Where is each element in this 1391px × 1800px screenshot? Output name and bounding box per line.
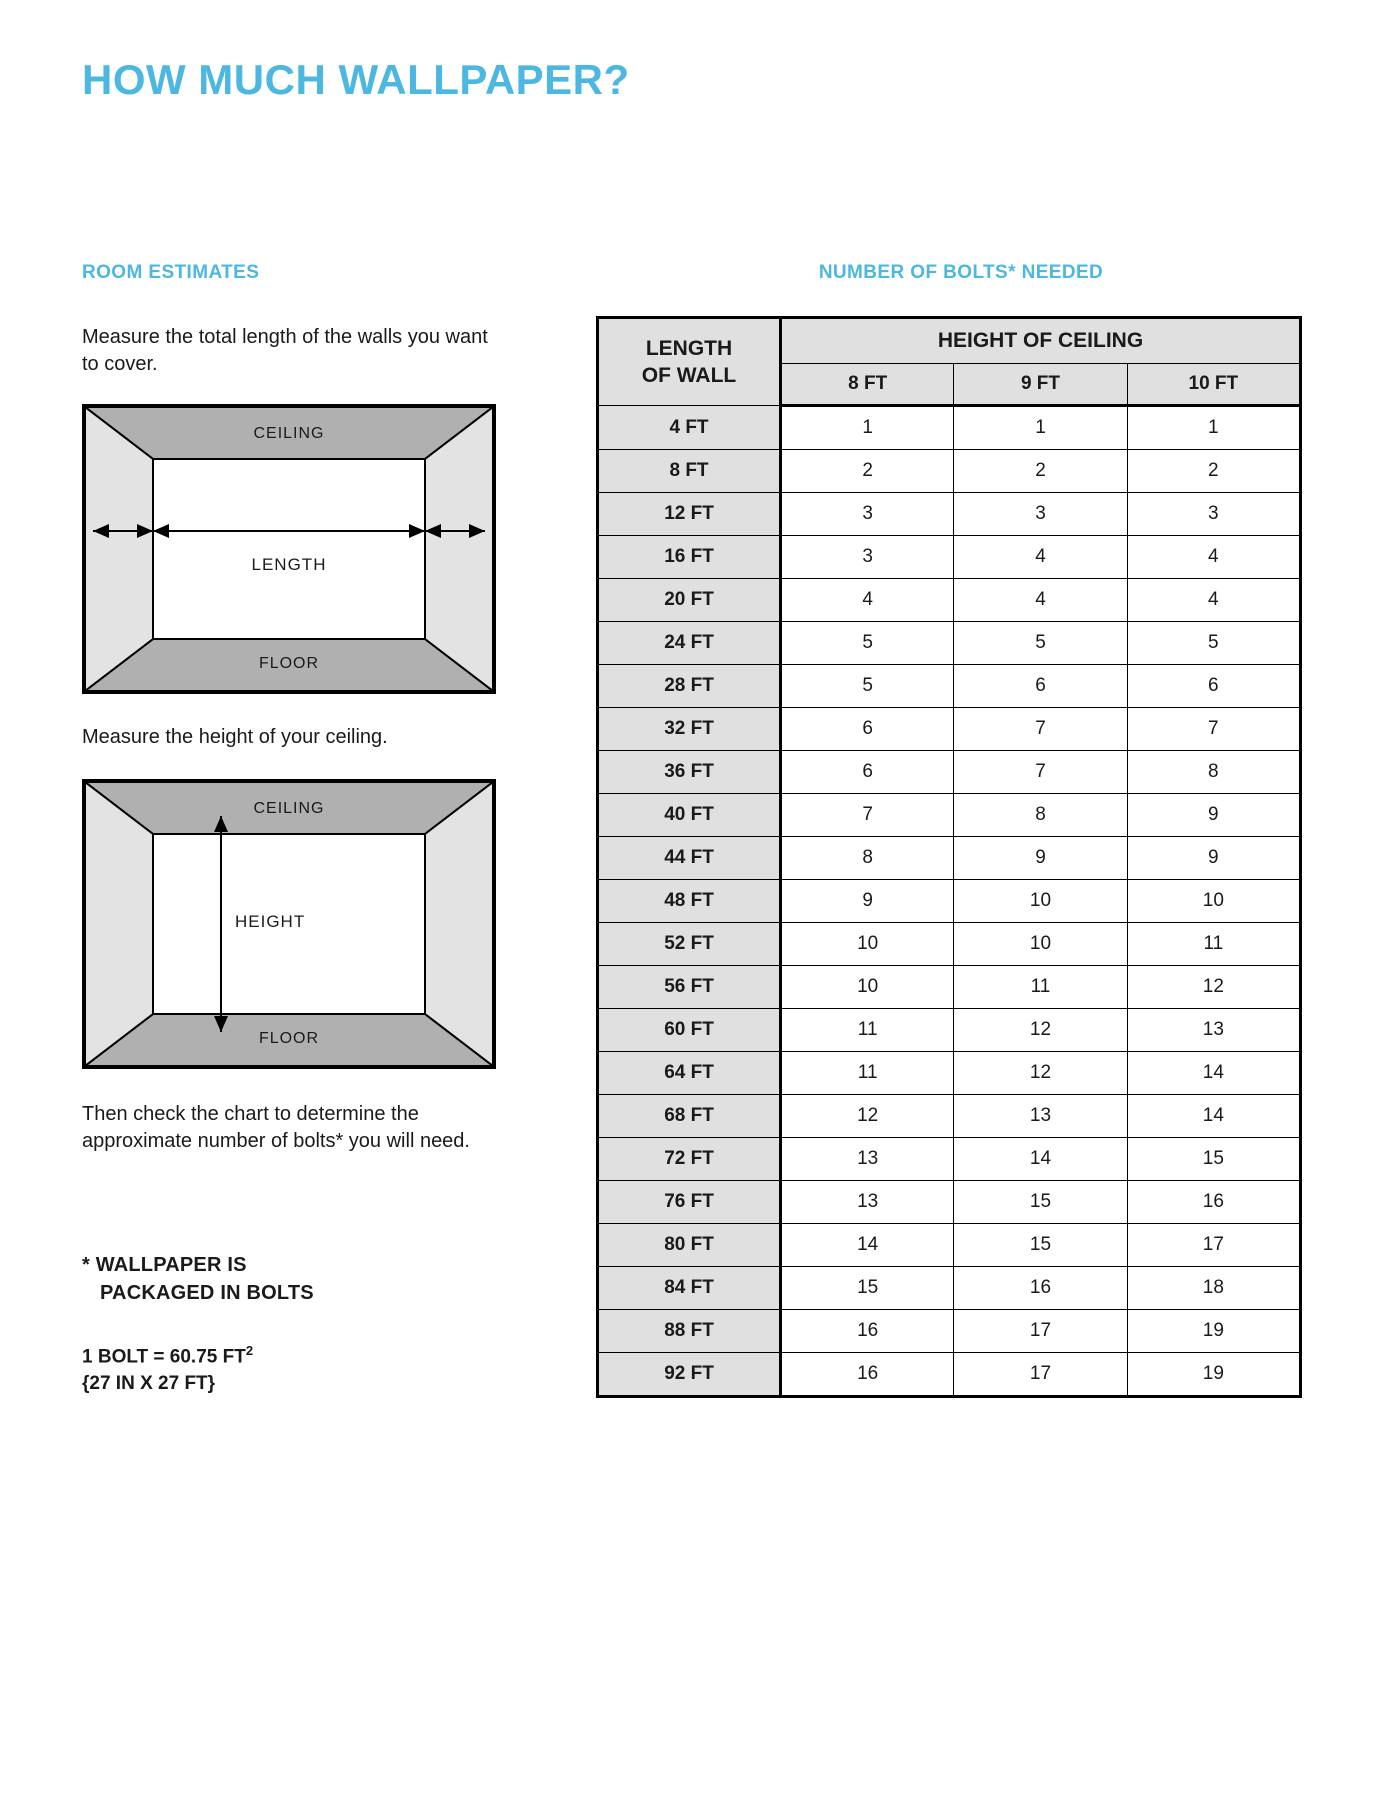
cell-8ft: 2 (781, 450, 954, 493)
row-label: 64 FT (598, 1052, 781, 1095)
cell-9ft: 1 (954, 406, 1127, 450)
cell-9ft: 7 (954, 708, 1127, 751)
diagram-length-label: LENGTH (251, 555, 327, 574)
table-row (598, 1095, 1301, 1138)
row-label: 20 FT (598, 579, 781, 622)
table-row (598, 1181, 1301, 1224)
cell-9ft: 15 (954, 1181, 1127, 1224)
diagram-height-label: HEIGHT (235, 912, 306, 931)
row-label: 16 FT (598, 536, 781, 579)
header-ceiling-10ft: 10 FT (1127, 364, 1300, 406)
cell-8ft: 3 (781, 493, 954, 536)
row-label: 88 FT (598, 1310, 781, 1353)
table-row (598, 708, 1301, 751)
cell-10ft: 2 (1127, 450, 1300, 493)
row-label: 28 FT (598, 665, 781, 708)
cell-9ft: 16 (954, 1267, 1127, 1310)
header-length-of-wall (598, 318, 781, 406)
cell-9ft: 9 (954, 837, 1127, 880)
header-ceiling-8ft: 8 FT (781, 364, 954, 406)
row-label: 36 FT (598, 751, 781, 794)
row-label: 24 FT (598, 622, 781, 665)
table-row (598, 751, 1301, 794)
bolt-size-line-1 (82, 1337, 502, 1370)
cell-9ft: 10 (954, 880, 1127, 923)
cell-9ft: 15 (954, 1224, 1127, 1267)
cell-10ft: 7 (1127, 708, 1300, 751)
row-label: 60 FT (598, 1009, 781, 1052)
cell-10ft: 13 (1127, 1009, 1300, 1052)
cell-10ft: 19 (1127, 1353, 1300, 1397)
row-label: 76 FT (598, 1181, 781, 1224)
cell-8ft: 14 (781, 1224, 954, 1267)
header-length-line-1: LENGTH (645, 337, 733, 360)
diagram-ceiling-label: CEILING (253, 800, 325, 817)
cell-8ft: 16 (781, 1353, 954, 1397)
room-diagram-length (82, 404, 496, 694)
room-estimates-column (82, 262, 502, 1397)
cell-8ft: 10 (781, 923, 954, 966)
cell-10ft: 5 (1127, 622, 1300, 665)
row-label: 32 FT (598, 708, 781, 751)
instruction-measure-length: Measure the total length of the walls you want to cover. (82, 326, 488, 375)
cell-9ft: 17 (954, 1310, 1127, 1353)
cell-10ft: 14 (1127, 1052, 1300, 1095)
cell-8ft: 12 (781, 1095, 954, 1138)
cell-8ft: 11 (781, 1052, 954, 1095)
cell-8ft: 6 (781, 708, 954, 751)
table-row (598, 880, 1301, 923)
table-row (598, 794, 1301, 837)
table-row (598, 1224, 1301, 1267)
cell-8ft: 10 (781, 966, 954, 1009)
table-row (598, 406, 1301, 450)
row-label: 4 FT (598, 406, 781, 450)
instruction-check-chart: Then check the chart to determine the approximate number of bolts* you will need. (82, 1103, 470, 1152)
cell-10ft: 4 (1127, 536, 1300, 579)
cell-8ft: 1 (781, 406, 954, 450)
cell-10ft: 10 (1127, 880, 1300, 923)
cell-9ft: 13 (954, 1095, 1127, 1138)
cell-9ft: 2 (954, 450, 1127, 493)
cell-10ft: 8 (1127, 751, 1300, 794)
cell-8ft: 9 (781, 880, 954, 923)
cell-8ft: 5 (781, 622, 954, 665)
cell-10ft: 17 (1127, 1224, 1300, 1267)
table-row (598, 1138, 1301, 1181)
header-height-of-ceiling: HEIGHT OF CEILING (781, 318, 1301, 364)
cell-10ft: 16 (1127, 1181, 1300, 1224)
bolts-table-head (598, 318, 1301, 406)
row-label: 68 FT (598, 1095, 781, 1138)
row-label: 92 FT (598, 1353, 781, 1397)
row-label: 8 FT (598, 450, 781, 493)
diagram-floor-label: FLOOR (258, 1030, 320, 1047)
cell-9ft: 10 (954, 923, 1127, 966)
bolts-table-body (598, 406, 1301, 1397)
cell-10ft: 3 (1127, 493, 1300, 536)
row-label: 80 FT (598, 1224, 781, 1267)
cell-8ft: 8 (781, 837, 954, 880)
table-row (598, 536, 1301, 579)
cell-10ft: 12 (1127, 966, 1300, 1009)
table-row (598, 1353, 1301, 1397)
table-row (598, 579, 1301, 622)
room-diagram-height (82, 779, 496, 1069)
footnote-line-2: PACKAGED IN BOLTS (100, 1282, 314, 1304)
bolt-size-superscript: 2 (245, 1343, 254, 1358)
cell-9ft: 12 (954, 1052, 1127, 1095)
cell-8ft: 6 (781, 751, 954, 794)
cell-10ft: 9 (1127, 794, 1300, 837)
cell-9ft: 6 (954, 665, 1127, 708)
cell-10ft: 11 (1127, 923, 1300, 966)
cell-10ft: 1 (1127, 406, 1300, 450)
cell-9ft: 4 (954, 579, 1127, 622)
table-row (598, 493, 1301, 536)
table-row (598, 923, 1301, 966)
cell-8ft: 13 (781, 1138, 954, 1181)
table-row (598, 622, 1301, 665)
cell-10ft: 18 (1127, 1267, 1300, 1310)
cell-9ft: 12 (954, 1009, 1127, 1052)
footnote-line-1: * WALLPAPER IS (82, 1254, 247, 1276)
cell-8ft: 13 (781, 1181, 954, 1224)
cell-9ft: 5 (954, 622, 1127, 665)
cell-10ft: 14 (1127, 1095, 1300, 1138)
bolts-table-column (596, 262, 1316, 1398)
bolt-size-line-2: {27 IN X 27 FT} (82, 1373, 216, 1395)
bolt-size-text: 1 BOLT = 60.75 FT (82, 1346, 246, 1368)
instruction-measure-height: Measure the height of your ceiling. (82, 726, 388, 748)
cell-9ft: 4 (954, 536, 1127, 579)
row-label: 52 FT (598, 923, 781, 966)
cell-8ft: 4 (781, 579, 954, 622)
table-row (598, 1267, 1301, 1310)
cell-8ft: 16 (781, 1310, 954, 1353)
cell-10ft: 19 (1127, 1310, 1300, 1353)
cell-10ft: 15 (1127, 1138, 1300, 1181)
room-estimates-heading: ROOM ESTIMATES (82, 262, 260, 283)
row-label: 56 FT (598, 966, 781, 1009)
cell-8ft: 3 (781, 536, 954, 579)
cell-8ft: 11 (781, 1009, 954, 1052)
cell-8ft: 7 (781, 794, 954, 837)
cell-9ft: 3 (954, 493, 1127, 536)
bolts-table-heading: NUMBER OF BOLTS* NEEDED (818, 262, 1104, 283)
table-row (598, 1052, 1301, 1095)
table-row (598, 450, 1301, 493)
table-row (598, 837, 1301, 880)
cell-8ft: 15 (781, 1267, 954, 1310)
row-label: 72 FT (598, 1138, 781, 1181)
cell-9ft: 8 (954, 794, 1127, 837)
cell-10ft: 6 (1127, 665, 1300, 708)
row-label: 84 FT (598, 1267, 781, 1310)
footnote-block (82, 1251, 502, 1307)
row-label: 40 FT (598, 794, 781, 837)
cell-10ft: 9 (1127, 837, 1300, 880)
page-title: HOW MUCH WALLPAPER? (82, 56, 630, 103)
row-label: 12 FT (598, 493, 781, 536)
cell-9ft: 11 (954, 966, 1127, 1009)
cell-8ft: 5 (781, 665, 954, 708)
cell-9ft: 17 (954, 1353, 1127, 1397)
table-row (598, 1009, 1301, 1052)
bolts-table (596, 316, 1302, 1398)
bolt-size-block (82, 1337, 502, 1397)
table-header-row-primary (598, 318, 1301, 364)
row-label: 44 FT (598, 837, 781, 880)
row-label: 48 FT (598, 880, 781, 923)
cell-10ft: 4 (1127, 579, 1300, 622)
cell-9ft: 14 (954, 1138, 1127, 1181)
table-row (598, 1310, 1301, 1353)
cell-9ft: 7 (954, 751, 1127, 794)
diagram-ceiling-label: CEILING (253, 425, 325, 442)
table-row (598, 665, 1301, 708)
header-ceiling-9ft: 9 FT (954, 364, 1127, 406)
table-row (598, 966, 1301, 1009)
diagram-floor-label: FLOOR (258, 655, 320, 672)
header-length-line-2: OF WALL (641, 364, 737, 387)
